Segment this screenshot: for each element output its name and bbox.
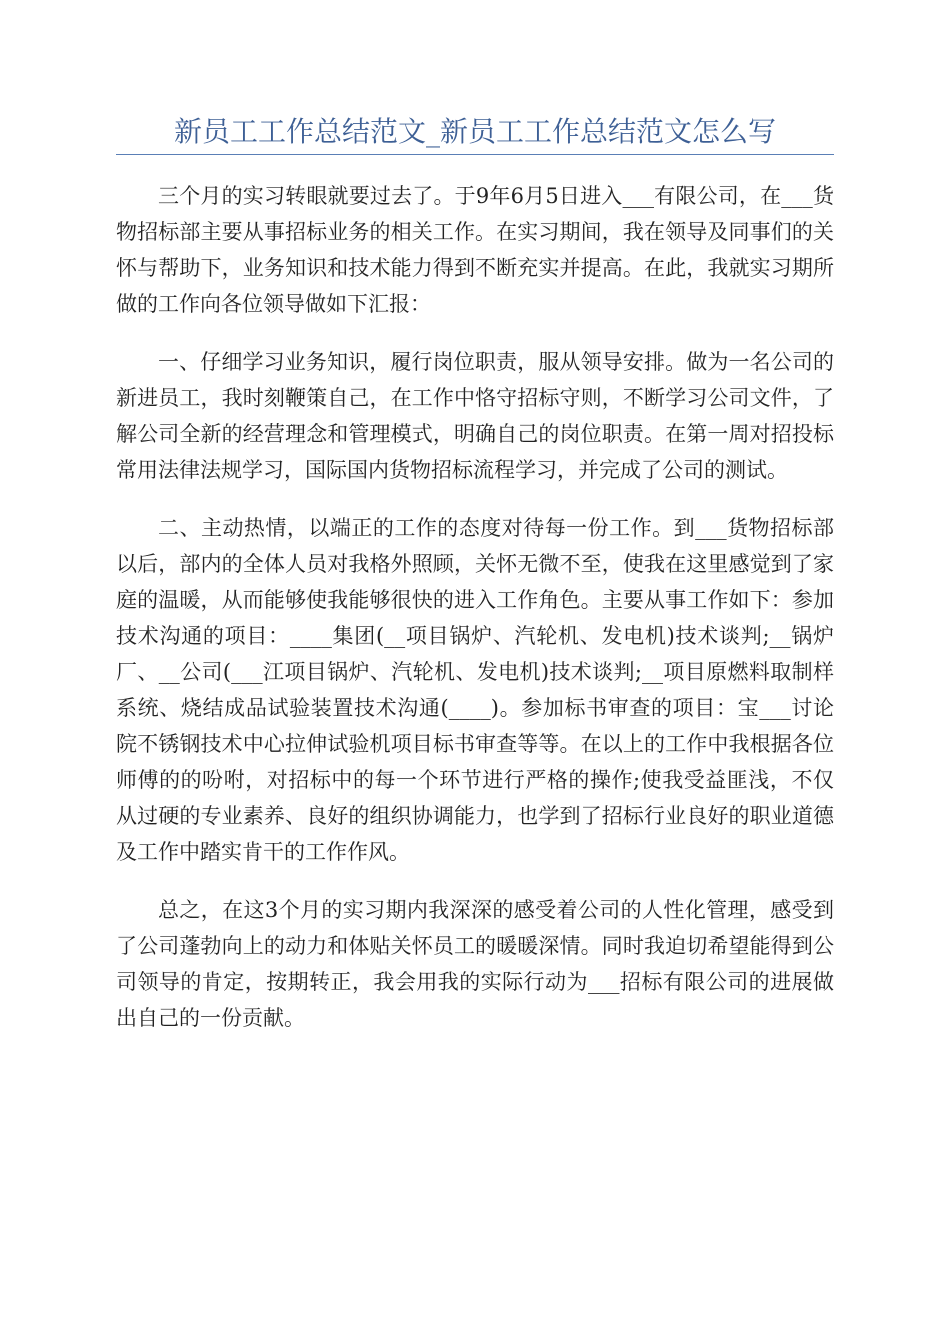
document-title: 新员工工作总结范文_新员工工作总结范文怎么写 <box>173 115 776 148</box>
document-body <box>116 178 834 1058</box>
paragraph-conclusion: 总之，在这3个月的实习期内我深深的感受着公司的人性化管理，感受到了公司蓬勃向上的动力和体贴关怀员工的暖暖深情。同时我迫切希望能得到公司领导的肯定，按期转正，我会用我的实际行动为___招标有限公司的进展做出自己的一份贡献。 <box>116 898 834 1030</box>
paragraph-intro: 三个月的实习转眼就要过去了。于9年6月5日进入___有限公司，在___货物招标部主要从事招标业务的相关工作。在实习期间，我在领导及同事们的关怀与帮助下，业务知识和技术能力得到不断充实并提高。在此，我就实习期所做的工作向各位领导做如下汇报： <box>116 184 834 316</box>
title-underline <box>116 154 834 155</box>
paragraph-section-two: 二、主动热情，以端正的工作的态度对待每一份工作。到___货物招标部以后，部内的全体人员对我格外照顾，关怀无微不至，使我在这里感觉到了家庭的温暖，从而能够使我能够很快的进入工作角色。主要从事工作如下：参加技术沟通的项目：____集团(__项目锅炉、汽轮机、发电机)技术谈判;__锅炉厂、__公司(___江项目锅炉、汽轮机、发电机)技术谈判;__项目原燃料取制样系统、烧结成品试验装置技术沟通(____)。参加标书审查的项目：宝___讨论院不锈钢技术中心拉伸试验机项目标书审查等等。在以上的工作中我根据各位师傅的的吩咐，对招标中的每一个环节进行严格的操作;使我受益匪浅，不仅从过硬的专业素养、良好的组织协调能力，也学到了招标行业良好的职业道德及工作中踏实肯干的工作作风。 <box>116 516 834 864</box>
paragraph-section-one: 一、仔细学习业务知识，履行岗位职责，服从领导安排。做为一名公司的新进员工，我时刻鞭策自己，在工作中恪守招标守则，不断学习公司文件，了解公司全新的经营理念和管理模式，明确自己的岗位职责。在第一周对招投标常用法律法规学习，国际国内货物招标流程学习，并完成了公司的测试。 <box>116 350 834 482</box>
